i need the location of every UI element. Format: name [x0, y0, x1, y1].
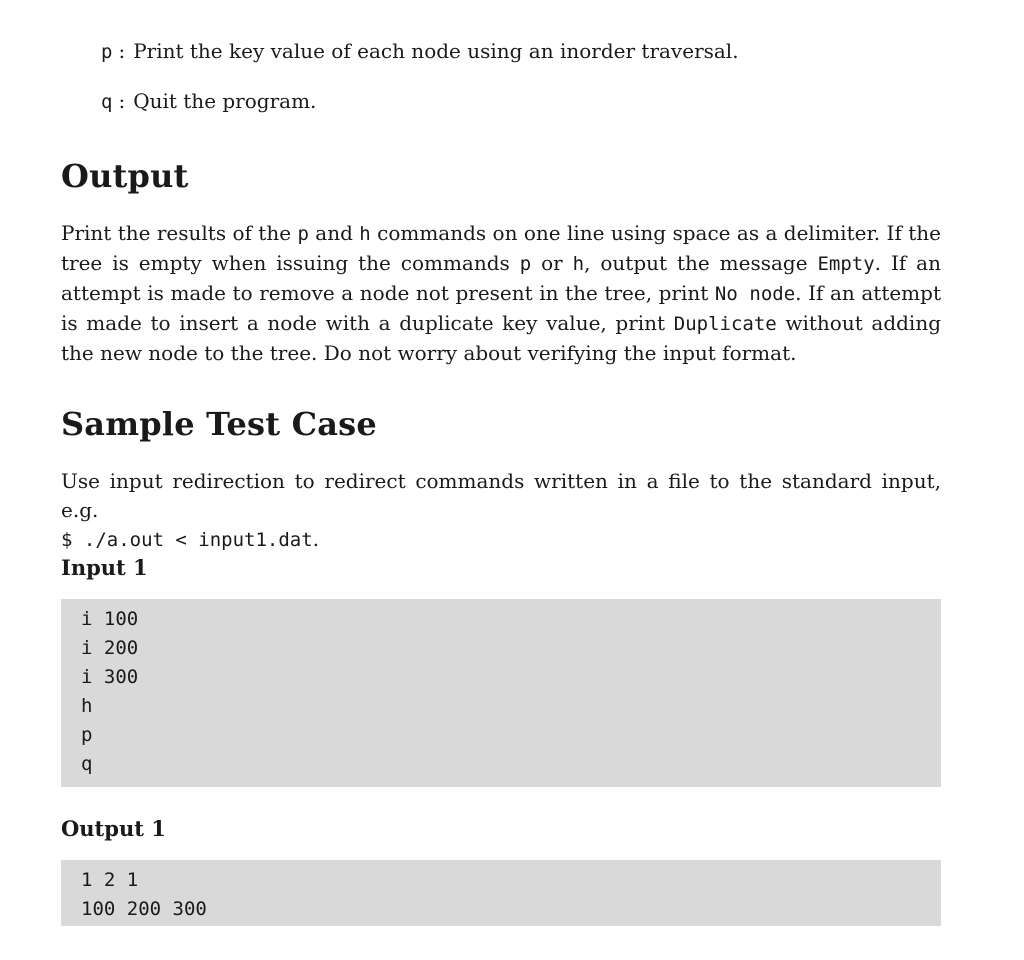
- output-heading: Output: [61, 157, 189, 195]
- output-description: Print the results of the p and h commands on one line using space as a delimiter. If the tree is empty when issuing the commands p or h, output the message Empty. If an attempt is made to remove a node not present in the tree, print No node. If an attempt is made to insert a node with a duplicate key value, print Duplicate without adding the new node to the tree. Do not worry about verifying the input format.: [61, 221, 941, 365]
- output1-code-block: [61, 860, 941, 926]
- code-line: i 200: [81, 637, 139, 659]
- output1-heading: Output 1: [61, 816, 166, 841]
- code-line: i 300: [81, 666, 139, 688]
- command-item-p: p : Print the key value of each node using an inorder traversal.: [101, 39, 739, 63]
- input1-heading: Input 1: [61, 555, 148, 580]
- command-description: Print the key value of each node using an inorder traversal.: [133, 39, 739, 63]
- command-item-q: q : Quit the program.: [101, 89, 317, 113]
- input1-code-block: [61, 599, 941, 787]
- sample-command: $ ./a.out < input1.dat: [61, 529, 313, 551]
- code-line: p: [81, 724, 93, 746]
- command-key: p: [101, 41, 113, 63]
- code-line: 1 2 1: [81, 869, 139, 891]
- command-description: Quit the program.: [133, 89, 317, 113]
- command-key: q: [101, 91, 113, 113]
- sample-test-case-heading: Sample Test Case: [61, 405, 377, 443]
- sample-intro: Use input redirection to redirect commands written in a file to the standard input, e.g. $ ./a.out < input1.dat.: [61, 469, 941, 551]
- code-line: h: [81, 695, 93, 717]
- code-line: q: [81, 753, 93, 775]
- code-line: i 100: [81, 608, 139, 630]
- code-line: 100 200 300: [81, 898, 207, 920]
